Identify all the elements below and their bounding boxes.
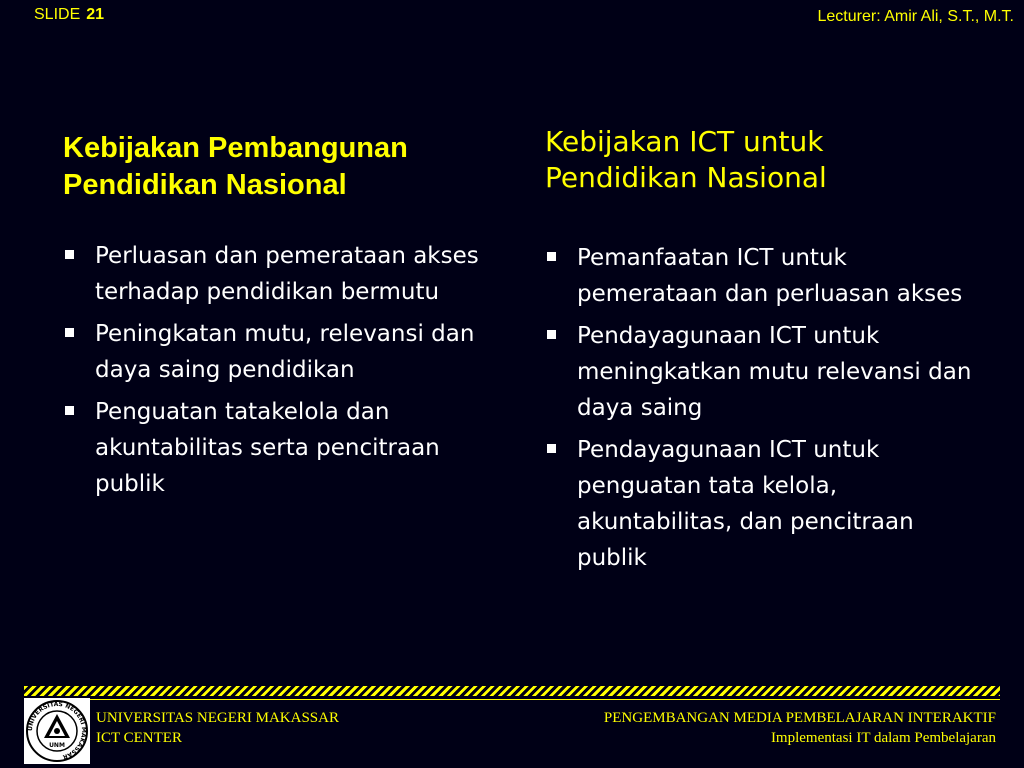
unm-seal-icon xyxy=(24,698,90,764)
square-bullet-icon xyxy=(65,406,74,415)
left-heading-line-1: Kebijakan Pembangunan xyxy=(63,132,408,164)
list-item xyxy=(63,316,493,388)
square-bullet-icon xyxy=(547,444,556,453)
footer-divider xyxy=(24,699,1000,700)
right-bullet-list xyxy=(545,240,985,576)
list-item xyxy=(63,394,493,502)
university-logo xyxy=(24,698,90,764)
course-title-line-2: Implementasi IT dalam Pembelajaran xyxy=(770,730,996,746)
footer-stripe xyxy=(24,686,1000,696)
list-item-text: Perluasan dan pemerataan akses terhadap pendidikan bermutu xyxy=(95,243,479,305)
slide-label-text: SLIDE xyxy=(34,6,81,23)
slide-label xyxy=(34,6,104,24)
slide-number: 21 xyxy=(86,6,105,23)
list-item-text: Penguatan tatakelola dan akuntabilitas serta pencitraan publik xyxy=(95,399,440,497)
left-column-heading xyxy=(63,130,493,204)
left-column xyxy=(63,128,493,508)
right-column-heading xyxy=(545,124,985,196)
university-name-line-1: UNIVERSITAS NEGERI MAKASSAR xyxy=(96,710,339,726)
svg-text:UNM: UNM xyxy=(49,742,65,749)
right-heading-line-2: Pendidikan Nasional xyxy=(545,161,827,194)
list-item xyxy=(63,238,493,310)
left-bullet-list xyxy=(63,238,493,502)
right-column xyxy=(545,125,985,582)
list-item-text: Pemanfaatan ICT untuk pemerataan dan perluasan akses xyxy=(577,245,963,307)
lecturer-text: Lecturer: Amir Ali, S.T., M.T. xyxy=(817,8,1014,25)
list-item-text: Peningkatan mutu, relevansi dan daya saing pendidikan xyxy=(95,321,475,383)
square-bullet-icon xyxy=(65,250,74,259)
course-title xyxy=(604,708,996,748)
course-title-line-1: PENGEMBANGAN MEDIA PEMBELAJARAN INTERAKTIF xyxy=(603,710,996,726)
university-name-line-2: ICT CENTER xyxy=(96,730,182,746)
list-item-text: Pendayagunaan ICT untuk penguatan tata kelola, akuntabilitas, dan pencitraan publik xyxy=(577,437,914,571)
right-heading-line-1: Kebijakan ICT untuk xyxy=(545,125,824,158)
square-bullet-icon xyxy=(547,330,556,339)
list-item xyxy=(545,318,985,426)
square-bullet-icon xyxy=(65,328,74,337)
list-item xyxy=(545,240,985,312)
list-item-text: Pendayagunaan ICT untuk meningkatkan mutu relevansi dan daya saing xyxy=(577,323,972,421)
square-bullet-icon xyxy=(547,252,556,261)
svg-text:UNIVERSITAS NEGERI MAKASSAR: UNIVERSITAS NEGERI MAKASSAR xyxy=(26,700,88,761)
left-heading-line-2: Pendidikan Nasional xyxy=(63,169,347,201)
list-item xyxy=(545,432,985,576)
university-name xyxy=(96,708,339,748)
